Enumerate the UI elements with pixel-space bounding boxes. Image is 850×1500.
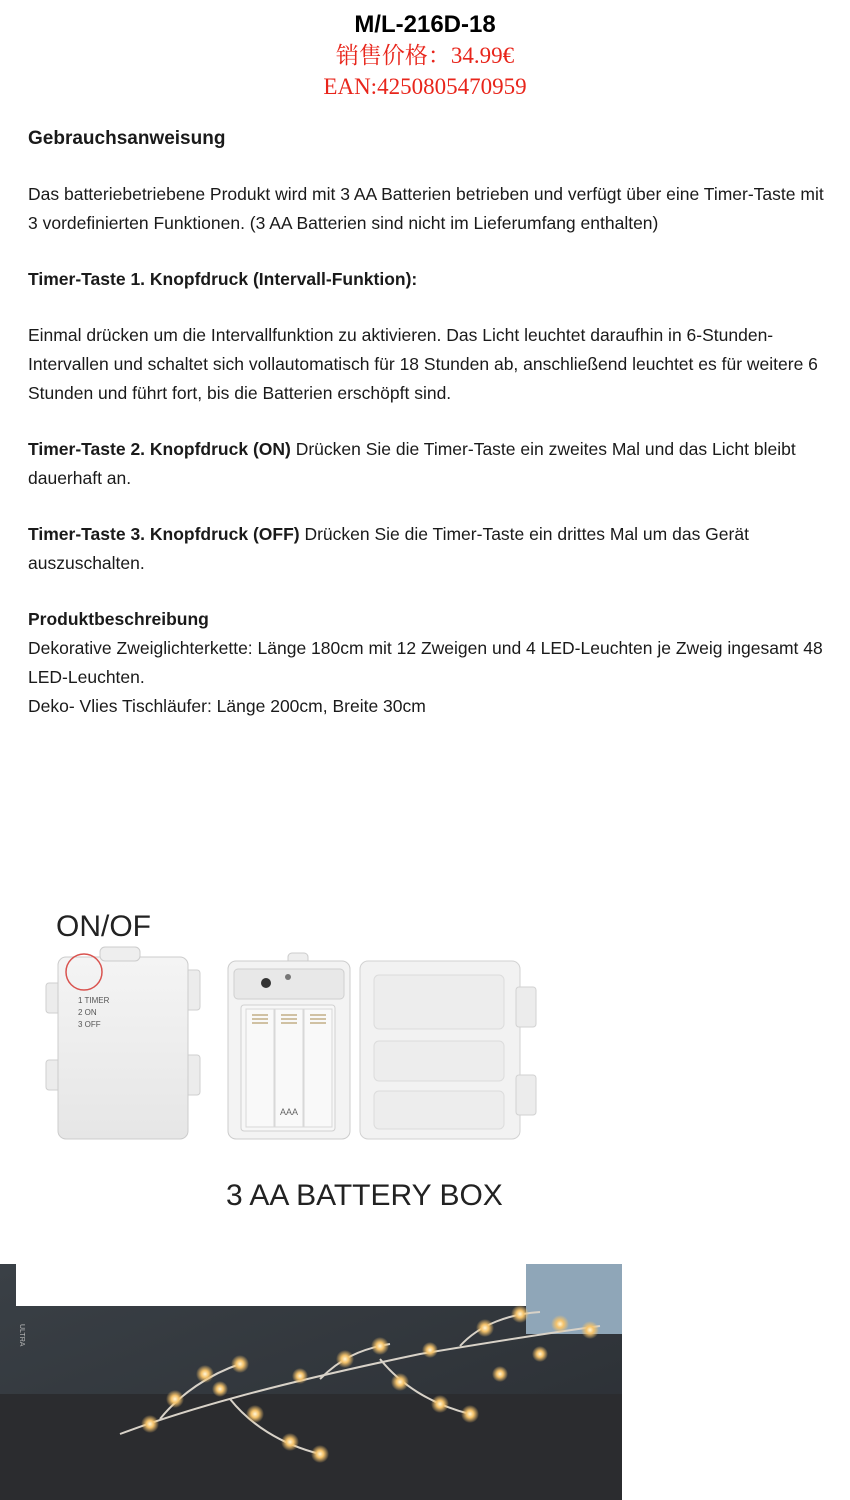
timer-label-1: 1 TIMER: [78, 996, 110, 1005]
description-line1: Dekorative Zweiglichterkette: Länge 180cm mit 12 Zweigen und 4 LED-Leuchten je Zweig ingesamt 48 LED-Leuchten.: [28, 638, 823, 687]
description-title-text: Produktbeschreibung: [28, 609, 209, 629]
step3-text: Drücken Sie die Timer-Taste ein drittes Mal um das Gerät auszuschalten.: [28, 524, 749, 573]
on-off-label: ON/OF: [56, 910, 151, 943]
switch-icon: [261, 978, 271, 988]
step2-paragraph: [28, 435, 828, 493]
description-line2: Deko- Vlies Tischläufer: Länge 200cm, Breite 30cm: [28, 696, 426, 716]
closed-box: [46, 947, 200, 1139]
timer-label-3: 3 OFF: [78, 1020, 101, 1029]
step2-text: Drücken Sie die Timer-Taste ein zweites Mal und das Licht bleibt dauerhaft an.: [28, 439, 796, 488]
ean-code: EAN:4250805470959: [323, 74, 527, 99]
step2-heading: Timer-Taste 2. Knopfdruck (ON): [28, 439, 291, 459]
photo-watermark: ULTRA: [18, 1324, 25, 1347]
step1-heading: [28, 265, 828, 294]
battery-mark: AAA: [280, 1107, 299, 1117]
price-label: 销售价格：34.99€: [335, 43, 515, 68]
battery-box-figure: [38, 905, 538, 1235]
open-box: [228, 953, 536, 1139]
step1-heading-text: Timer-Taste 1. Knopfdruck (Intervall-Funktion):: [28, 269, 418, 289]
product-header: [0, 10, 850, 102]
step1-paragraph: Einmal drücken um die Intervallfunktion zu aktivieren. Das Licht leuchtet daraufhin in 6-Stunden-Intervallen und schaltet sich vollautomatisch für 18 Stunden ab, anschließend leuchtet es für weitere 6 Stunden und führt fort, bis die Batterien erschöpft sind.: [28, 325, 818, 403]
battery-box-illustration: [38, 945, 538, 1205]
description-title: [28, 605, 828, 634]
step3-paragraph: [28, 520, 828, 578]
timer-label-2: 2 ON: [78, 1008, 97, 1017]
branch-lights-photo: [0, 1264, 622, 1500]
instructions-section: [28, 124, 828, 721]
step3-heading: Timer-Taste 3. Knopfdruck (OFF): [28, 524, 300, 544]
model-number: M/L-216D-18: [354, 11, 496, 38]
intro-paragraph: Das batteriebetriebene Produkt wird mit 3 AA Batterien betrieben und verfügt über eine Timer-Taste mit 3 vordefinierten Funktionen. (3 AA Batterien sind nicht im Lieferumfang enthalten): [28, 184, 824, 233]
instructions-title: Gebrauchsanweisung: [28, 128, 226, 149]
figure-caption: 3 AA BATTERY BOX: [226, 1179, 503, 1212]
